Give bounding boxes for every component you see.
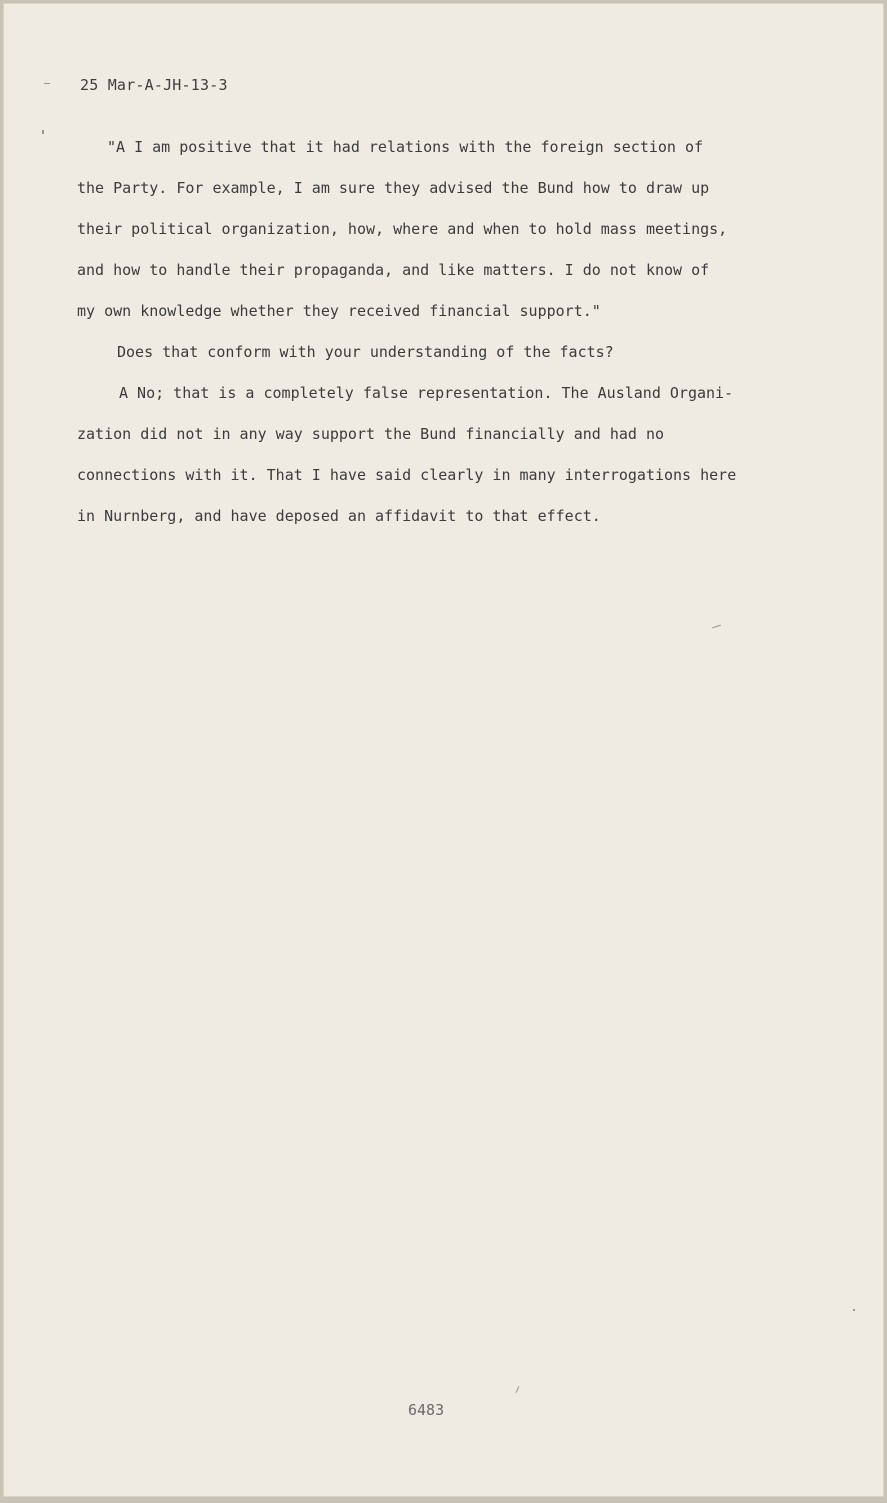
document-body — [77, 132, 817, 542]
text-line: zation did not in any way support the Bund financially and had no — [77, 425, 664, 443]
speck-mark — [712, 625, 721, 629]
text-line: and how to handle their propaganda, and like matters. I do not know of — [77, 261, 710, 279]
question-line: Does that conform with your understanding of the facts? — [117, 343, 614, 361]
speck-mark — [42, 130, 44, 134]
speck-mark — [44, 83, 50, 84]
text-line: in Nurnberg, and have deposed an affidavit to that effect. — [77, 507, 601, 525]
text-line: connections with it. That I have said clearly in many interrogations here — [77, 466, 737, 484]
document-reference: 25 Mar-A-JH-13-3 — [80, 76, 228, 94]
text-line: their political organization, how, where and when to hold mass meetings, — [77, 220, 728, 238]
page-number: 6483 — [408, 1401, 445, 1419]
speck-mark — [853, 1309, 855, 1311]
text-line: my own knowledge whether they received financial support." — [77, 302, 601, 320]
speck-mark — [516, 1386, 520, 1393]
document-page — [3, 3, 884, 1497]
text-line: "A I am positive that it had relations with the foreign section of — [107, 138, 704, 156]
answer-line: A No; that is a completely false representation. The Ausland Organi- — [119, 384, 734, 402]
text-line: the Party. For example, I am sure they advised the Bund how to draw up — [77, 179, 710, 197]
